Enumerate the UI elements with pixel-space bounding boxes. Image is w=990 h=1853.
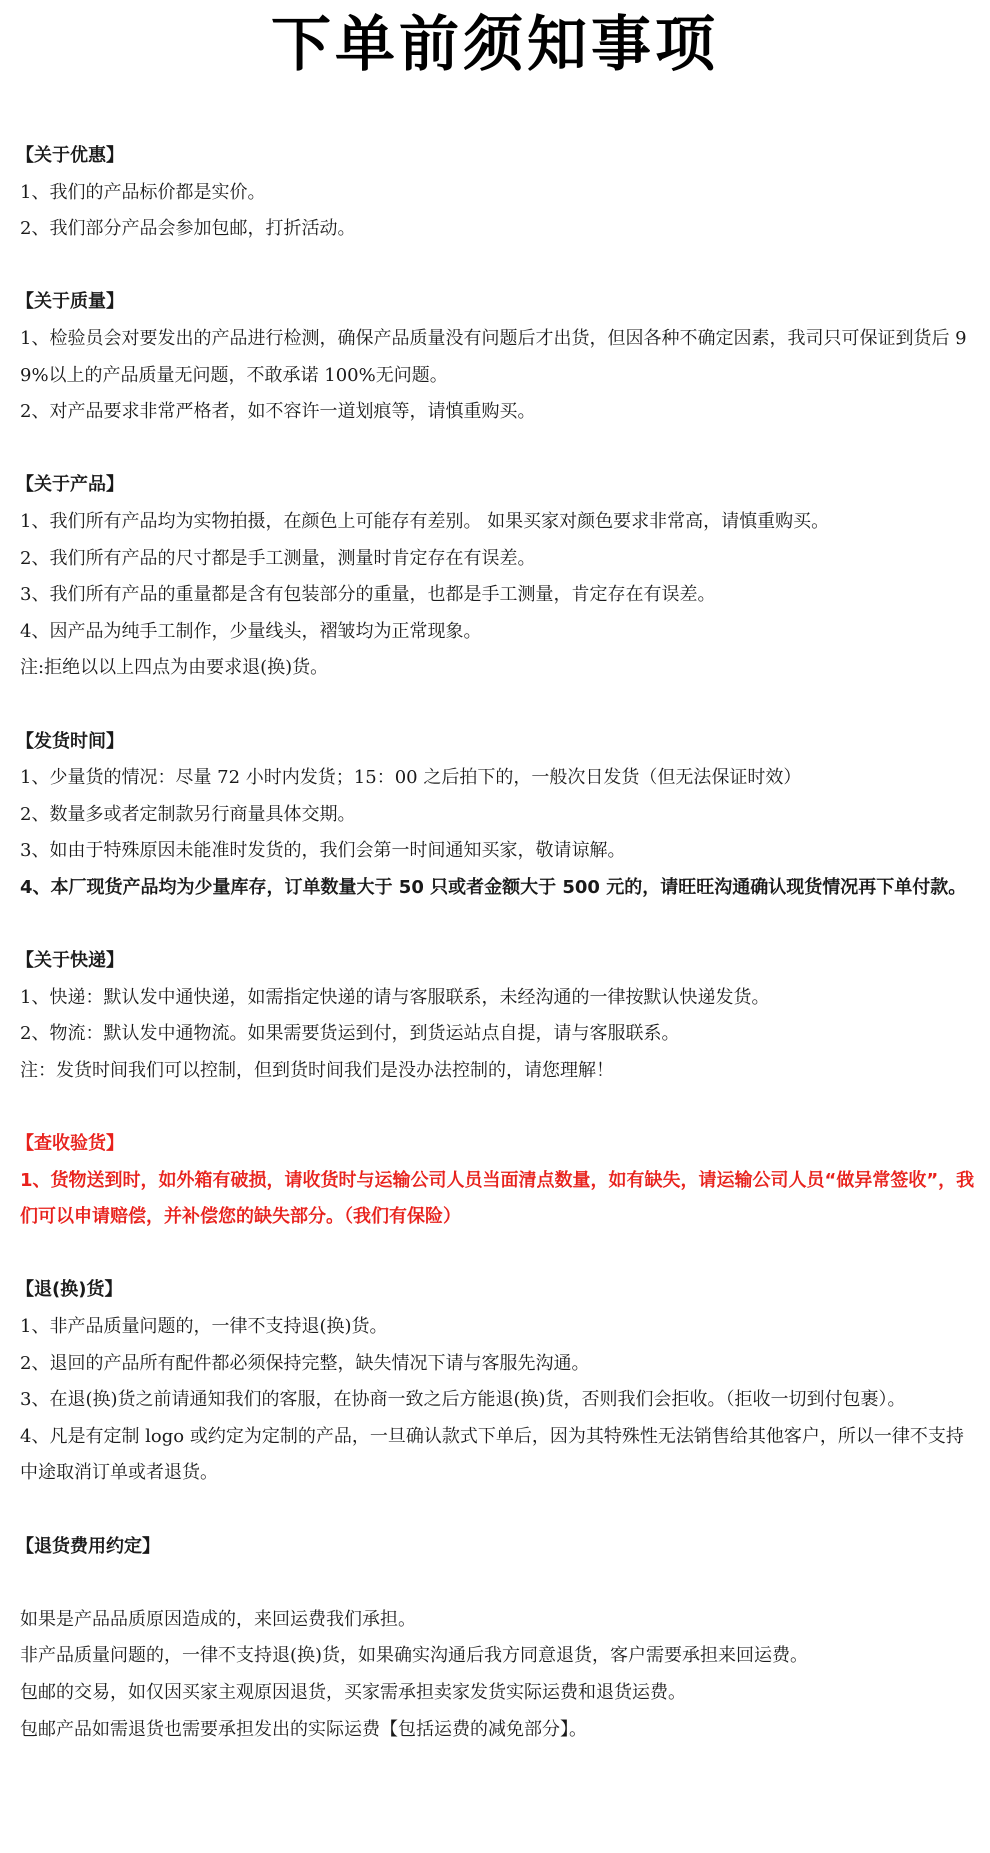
note-item: 注:拒绝以以上四点为由要求退(换)货。: [20, 657, 329, 679]
section-heading: 【查收验货】: [16, 1133, 124, 1155]
list-item: 包邮的交易，如仅因买家主观原因退货，买家需承担卖家发货实际运费和退货运费。: [20, 1681, 686, 1703]
section-quality: [16, 284, 980, 430]
list-item: 2、数量多或者定制款另行商量具体交期。: [20, 803, 356, 825]
note-item: 注：发货时间我们可以控制，但到货时间我们是没办法控制的，请您理解！: [20, 1059, 614, 1081]
list-item: 3、如由于特殊原因未能准时发货的，我们会第一时间通知买家，敬请谅解。: [20, 840, 626, 862]
section-inspection: [16, 1126, 980, 1236]
list-item: 1、我们的产品标价都是实价。: [20, 181, 266, 203]
section-heading: 【退(换)货】: [16, 1279, 123, 1301]
list-item: 4、本厂现货产品均为少量库存，订单数量大于 50 只或者金额大于 500 元的，请旺旺沟通确认现货情况再下单付款。: [20, 876, 967, 898]
section-shipping-time: [16, 724, 980, 907]
list-item: 如果是产品品质原因造成的，来回运费我们承担。: [20, 1608, 416, 1630]
list-item: 2、我们所有产品的尺寸都是手工测量，测量时肯定存在有误差。: [20, 547, 536, 569]
list-item: 1、货物送到时，如外箱有破损，请收货时与运输公司人员当面清点数量，如有缺失，请运输公司人员“做异常签收”，我们可以申请赔偿，并补偿您的缺失部分。（我们有保险）: [20, 1169, 975, 1228]
list-item: 2、退回的产品所有配件都必须保持完整，缺失情况下请与客服先沟通。: [20, 1352, 590, 1374]
list-item: 4、凡是有定制 logo 或约定为定制的产品，一旦确认款式下单后，因为其特殊性无法销售给其他客户，所以一律不支持中途取消订单或者退货。: [20, 1425, 964, 1484]
section-heading: 【关于优惠】: [16, 145, 124, 166]
spacer: [20, 1565, 980, 1602]
list-item: 1、非产品质量问题的，一律不支持退(换)货。: [20, 1316, 388, 1337]
section-heading: 【退货费用约定】: [16, 1535, 160, 1557]
page-title: 下单前须知事项: [271, 10, 719, 80]
section-courier: [16, 943, 980, 1089]
list-item: 2、对产品要求非常严格者，如不容许一道划痕等，请慎重购买。: [20, 401, 536, 423]
list-item: 包邮产品如需退货也需要承担发出的实际运费【包括运费的减免部分】。: [20, 1718, 587, 1740]
list-item: 非产品质量问题的，一律不支持退(换)货，如果确实沟通后我方同意退货，客户需要承担来回运费。: [20, 1645, 809, 1667]
list-item: 3、在退(换)货之前请通知我们的客服，在协商一致之后方能退(换)货，否则我们会拒收。（拒收一切到付包裹）。: [20, 1389, 906, 1411]
list-item: 1、检验员会对要发出的产品进行检测，确保产品质量没有问题后才出货，但因各种不确定因素，我司只可保证到货后 99%以上的产品质量无问题，不敢承诺 100%无问题。: [20, 327, 967, 386]
section-heading: 【关于质量】: [16, 291, 124, 313]
section-return-exchange: [16, 1272, 980, 1492]
section-heading: 【关于快递】: [16, 950, 124, 972]
list-item: 2、我们部分产品会参加包邮，打折活动。: [20, 218, 356, 240]
list-item: 3、我们所有产品的重量都是含有包装部分的重量，也都是手工测量，肯定存在有误差。: [20, 584, 716, 606]
list-item: 1、我们所有产品均为实物拍摄，在颜色上可能存有差别。 如果买家对颜色要求非常高，请慎重购买。: [20, 510, 830, 532]
section-heading: 【关于产品】: [16, 474, 124, 496]
section-discount: [16, 138, 980, 248]
list-item: 4、因产品为纯手工制作，少量线头，褶皱均为正常现象。: [20, 620, 482, 642]
notice-content: [16, 138, 980, 1785]
list-item: 1、快递：默认发中通快递，如需指定快递的请与客服联系，未经沟通的一律按默认快递发货。: [20, 986, 770, 1008]
list-item: 1、少量货的情况：尽量 72 小时内发货；15：00 之后拍下的，一般次日发货（但无法保证时效）: [20, 767, 802, 789]
section-heading: 【发货时间】: [16, 730, 124, 752]
list-item: 2、物流：默认发中通物流。如果需要货运到付，到货运站点自提，请与客服联系。: [20, 1023, 680, 1045]
section-return-fees: [16, 1529, 980, 1749]
section-product: [16, 467, 980, 687]
